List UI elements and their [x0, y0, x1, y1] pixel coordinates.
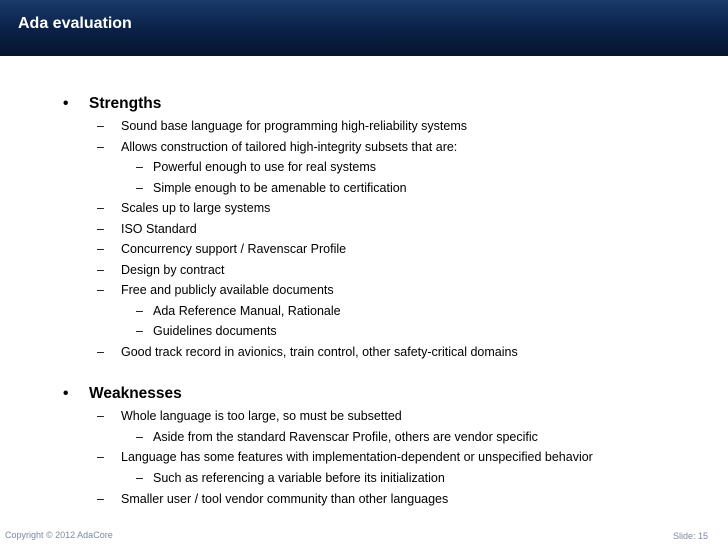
dash-icon: –: [97, 450, 104, 464]
list-item-text: Free and publicly available documents: [121, 283, 334, 297]
list-item-text: Whole language is too large, so must be subsetted: [121, 409, 402, 423]
list-item-text: ISO Standard: [121, 222, 197, 236]
slide-header: [0, 0, 728, 56]
bullet-icon: •: [63, 385, 69, 402]
slide-number: Slide: 15: [672, 531, 708, 541]
list-item-text: Good track record in avionics, train control, other safety-critical domains: [121, 345, 518, 359]
dash-icon: –: [97, 263, 104, 277]
weaknesses-heading: Weaknesses: [89, 385, 182, 402]
list-item-text: Allows construction of tailored high-integrity subsets that are:: [121, 140, 458, 154]
dash-icon: –: [136, 304, 143, 318]
list-item-text: Ada Reference Manual, Rationale: [153, 304, 341, 318]
list-item-text: Powerful enough to use for real systems: [153, 160, 377, 174]
dash-icon: –: [97, 140, 104, 154]
dash-icon: –: [136, 181, 143, 195]
bullet-icon: •: [63, 95, 69, 112]
list-item-text: Scales up to large systems: [121, 201, 271, 215]
list-item-text: Smaller user / tool vendor community than other languages: [121, 492, 449, 506]
copyright-notice: Copyright © 2012 AdaCore: [5, 530, 113, 540]
list-item-text: Such as referencing a variable before its initialization: [153, 471, 445, 485]
slide-title: Ada evaluation: [18, 15, 132, 32]
dash-icon: –: [136, 471, 143, 485]
dash-icon: –: [97, 201, 104, 215]
list-item-text: Sound base language for programming high-reliability systems: [121, 119, 468, 133]
dash-icon: –: [97, 492, 104, 506]
list-item-text: Simple enough to be amenable to certification: [153, 181, 407, 195]
list-item-text: Language has some features with implementation-dependent or unspecified behavior: [121, 450, 593, 464]
list-item-text: Aside from the standard Ravenscar Profile, others are vendor specific: [153, 430, 538, 444]
list-item-text: Guidelines documents: [153, 324, 277, 338]
dash-icon: –: [136, 430, 143, 444]
dash-icon: –: [97, 409, 104, 423]
dash-icon: –: [97, 242, 104, 256]
dash-icon: –: [97, 119, 104, 133]
dash-icon: –: [97, 345, 104, 359]
dash-icon: –: [97, 283, 104, 297]
dash-icon: –: [97, 222, 104, 236]
list-item-text: Design by contract: [121, 263, 225, 277]
dash-icon: –: [136, 324, 143, 338]
list-item-text: Concurrency support / Ravenscar Profile: [121, 242, 347, 256]
strengths-heading: Strengths: [89, 95, 162, 112]
dash-icon: –: [136, 160, 143, 174]
